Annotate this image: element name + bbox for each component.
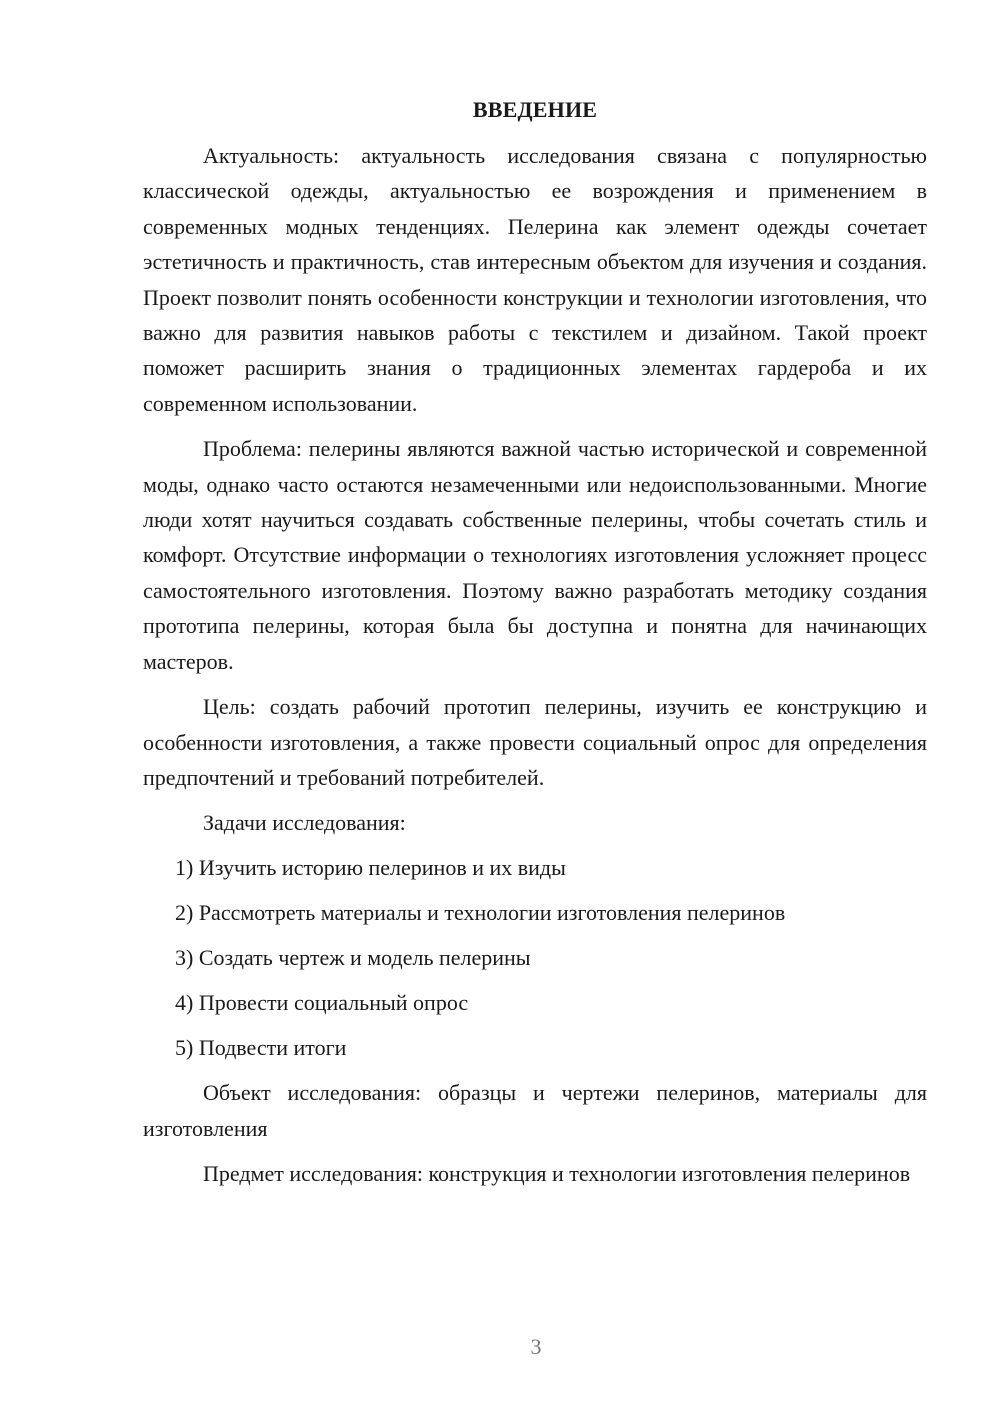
task-item: 2) Рассмотреть материалы и технологии изготовления пелеринов <box>175 900 786 926</box>
relevance-paragraph: Актуальность: актуальность исследования связана с популярностью классической одежды, актуальностью ее возрождения и применением в современных модных тенденциях. Пелерина как элемент одежды сочетает эстетичность и практичность, став интересным объектом для изучения и создания. Проект позволит понять особенности конструкции и технологии изготовления, что важно для развития навыков работы с текстилем и дизайном. Такой проект поможет расширить знания о традиционных элементах гардероба и их современном использовании. <box>143 143 927 416</box>
section-title: ВВЕДЕНИЕ <box>472 97 598 122</box>
tasks-heading: Задачи исследования: <box>203 810 406 836</box>
page-number: 3 <box>530 1334 542 1359</box>
task-item: 4) Провести социальный опрос <box>175 990 469 1016</box>
problem-paragraph: Проблема: пелерины являются важной частью исторической и современной моды, однако часто остаются незамеченными или недоиспользованными. Многие люди хотят научиться создавать собственные пелерины, чтобы сочетать стиль и комфорт. Отсутствие информации о технологиях изготовления усложняет процесс самостоятельного изготовления. Поэтому важно разработать методику создания прототипа пелерины, которая была бы доступна и понятна для начинающих мастеров. <box>143 436 927 674</box>
goal-paragraph: Цель: создать рабочий прототип пелерины, изучить ее конструкцию и особенности изготовления, а также провести социальный опрос для определения предпочтений и требований потребителей. <box>143 694 927 790</box>
task-item: 5) Подвести итоги <box>175 1035 347 1061</box>
page-content <box>143 96 927 1202</box>
object-paragraph: Объект исследования: образцы и чертежи пелеринов, материалы для изготовления <box>143 1080 927 1141</box>
task-item: 3) Создать чертеж и модель пелерины <box>175 945 531 971</box>
subject-paragraph: Предмет исследования: конструкция и технологии изготовления пелеринов <box>203 1161 911 1187</box>
task-item: 1) Изучить историю пелеринов и их виды <box>175 855 566 881</box>
